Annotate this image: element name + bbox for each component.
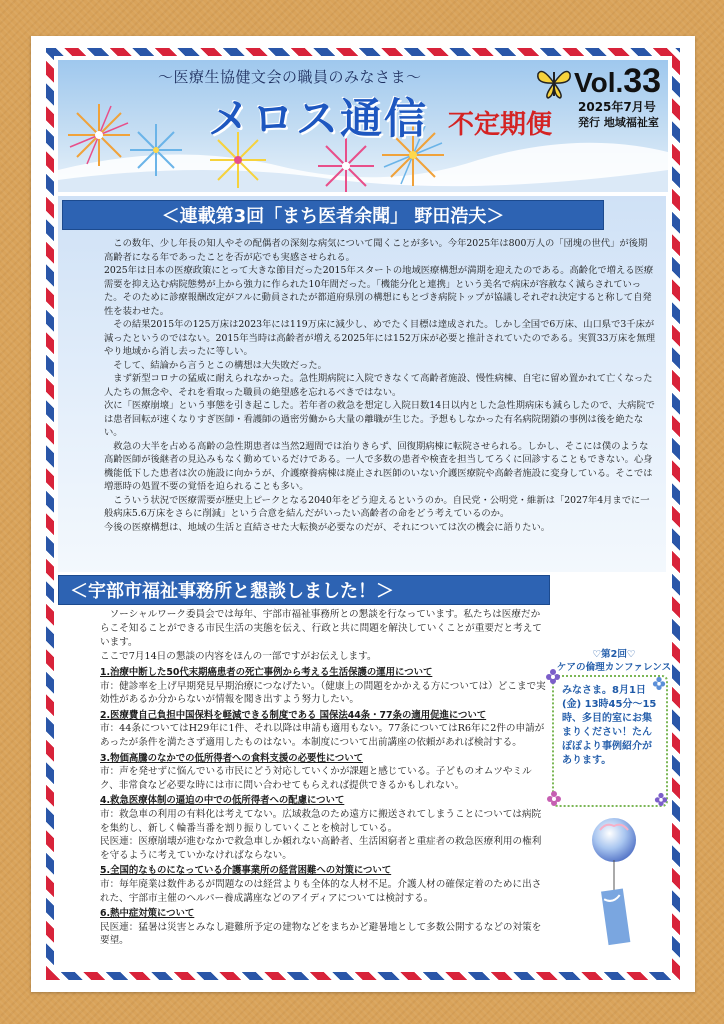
essay-body [104,237,656,534]
essay-paragraph: その結果2015年の125万床は2023年には119万床に減少し、めでたく目標は達成された。しかし全国で6万床、山口県で3千床が減ったというのではない。2015年当時は高齢者が増える2025年には152万床が必要と推計されていたのである。実質33万床を無理やり地域から消し去ったに等しい。 [104,319,656,357]
flower-icon [652,676,666,690]
topic-heading: 4.救急医療体制の逼迫の中での低所得者への配慮について [100,795,345,807]
essay-paragraph: この数年、少し年長の知人やその配偶者の深刻な病気について聞くことが多い。今年2025年は800万人の「団塊の世代」が後期高齢者になる年であったことを否が応でも実感させられる。 [104,238,648,263]
topic-heading: 3.物価高騰のなかでの低所得者への食料支援の必要性について [100,752,364,764]
butterfly-icon [536,66,572,100]
conference-heading [549,648,679,674]
flower-icon [654,792,668,806]
topic-body: 市：救急車の利用の有料化は考えてない。広域救急のため遠方に搬送されてしまうことについては病院を集約し、新しく輪番当番を割り振りしていくことを検討している。 民医連：医療崩壊が進むなかで救急車しか頼れない高齢者、生活困窮者と重症者の救急医療利用の権利を守るように考えていかなければならない。 [100,808,542,861]
masthead-subtitle: 〜医療生協健文会の職員のみなさま〜 [158,70,422,86]
topic-heading: 2.医療費自己負担中国保料を軽減できる制度である 国保法44条・77条の適用促進について [100,709,487,721]
topic-body: 民医連：猛暑は災害とみなし避難所予定の建物などをまちかど避暑地として多数公開するなどの対策を要望。 [100,921,542,947]
essay-heading: ＜連載第3回「まち医者余聞」 野田浩夫＞ [62,200,604,230]
essay-paragraph: そして、結論から言うとこの構想は大失敗だった。 [104,359,327,371]
topic-heading: 6.熱中症対策について [100,908,195,920]
newsletter-title: メロス通信 [208,94,429,143]
essay-paragraph: まず新型コロナの猛威に耐えられなかった。急性期病院に入院できなくて高齢者施設、慢性病棟、自宅に留め置かれて亡くなった人たちの無念や、それを看取った職員の絶望感を忘れるべきではない。 [104,373,653,398]
issue-date: 2025年7月号 [578,100,656,114]
topic-heading: 5.全国的なものになっている介護事業所の経営困難への対策について [100,865,392,877]
volume-number: Vol.33 [574,62,662,100]
essay-paragraph: 今後の医療構想は、地域の生活と直結させた大転換が必要なのだが、それについては次の機会に語りたい。 [104,521,551,533]
conference-heading-line: ♡第2回♡ [592,649,636,660]
newsletter-subtitle: 不定期便 [448,110,553,140]
flower-icon [546,790,562,806]
firework-icon [64,100,134,170]
conference-heading-line: ケアの倫理カンファレンス [556,662,672,673]
masthead [58,60,668,192]
topic-body: 市：44条についてはH29年に1件、それ以降は申請も適用もない。77条についてはR6年に2件の申請があったが条件を満たさず適用したものはない。本制度について出前講座の依頼があれば検討する。 [100,723,545,748]
essay-paragraph: 救急の大半を占める高齢の急性期患者は当然2週間では治りきらず、回復期病棟に転院させられる。しかし、そこには僕のような高齢医師が後継者の見込みもなく勤めているだけである。一人で多数の患者や検査を担当してろくに回診することもできない。心身機能低下した患者は次の施設に向かうが、介護療養病棟は廃止され医師のいない介護医療院や高齢者施設に変身している。そこでは増悪時の処置不要の覚悟を迫られることも多い。 [104,440,653,492]
meeting-intro [100,608,546,664]
flower-icon [545,668,561,684]
essay-paragraph: 次に「医療崩壊」という事態を引き起こした。若年者の救急を想定し入院日数14日以内とした急性期病床も減らしたので、大病院では患者回転が速くなりすぎ医師・看護師の過密労働から大量の離職が生じた。予想もしなかった有名病院閉鎖の事例は後を絶たない。 [104,400,655,438]
wind-chime-icon [584,812,644,952]
conference-notice-text: みなさま。8月1日(金) 13時45分〜15時、多目的室にお集まりください！たんぽぽより事例紹介があります。 [562,685,657,766]
topic-body: 市：健診率を上げ早期発見早期治療につなげたい。（健康上の問題をかかえる方については）どこまで実効性があるか分からないが情報を聞き出すよう努力したい。 [100,680,546,706]
essay-paragraph: こういう状況で医療需要が歴史上ピークとなる2040年をどう迎えるというのか。自民党・公明党・維新は「2027年4月までに一般病床5.6万床をさらに削減」という合意を結んだがいったい高齢者の命をどう考えているのか。 [104,494,650,519]
topic-body: 市：声を発せずに悩んでいる市民にどう対応していくかが課題と感じている。子どものオムツやミルク、非常食など必要な時には市に問い合わせてもらえれば提供できるかもしれない。 [100,766,532,791]
meeting-heading: ＜宇部市福祉事務所と懇談しました！＞ [58,575,550,605]
intro-paragraph: ソーシャルワーク委員会では毎年、宇部市福祉事務所との懇談を行なっています。私たちは医療だからこそ知ることができる市民生活の実態を伝え、行政と共に問題を解決していくことが重要だと考えています。 [100,609,542,648]
topic-body: 市：毎年廃業は数件あるが問題なのは経営よりも全体的な人材不足。介護人材の確保定着のために出された、宇部市主催のヘルパー養成講座などのアイディアについては検討する。 [100,878,542,904]
essay-paragraph: 2025年は日本の医療政策にとって大きな節目だった2015年スタートの地域医療構想が満期を迎えたのである。高齢化で増える医療需要を抑え込む病院態勢が上から強力に作られた10年間だった。「機能分化と連携」という美名で病床が容赦なく減らされていった。そのために診療報酬改定がフルに動員されたが都道府県別の構想にもとづき病院トップが協議しそれぞれ決定すると称して自発性を装わせた。 [104,265,654,317]
intro-paragraph: ここで7月14日の懇談の内容をほんの一部ですがお伝えします。 [100,651,377,662]
publisher: 発行 地域福祉室 [578,116,659,129]
topic-heading: 1.治療中断した50代末期癌患者の死亡事例から考える生活保護の運用について [100,667,433,678]
meeting-topics [100,666,548,950]
firework-icon [128,122,184,178]
